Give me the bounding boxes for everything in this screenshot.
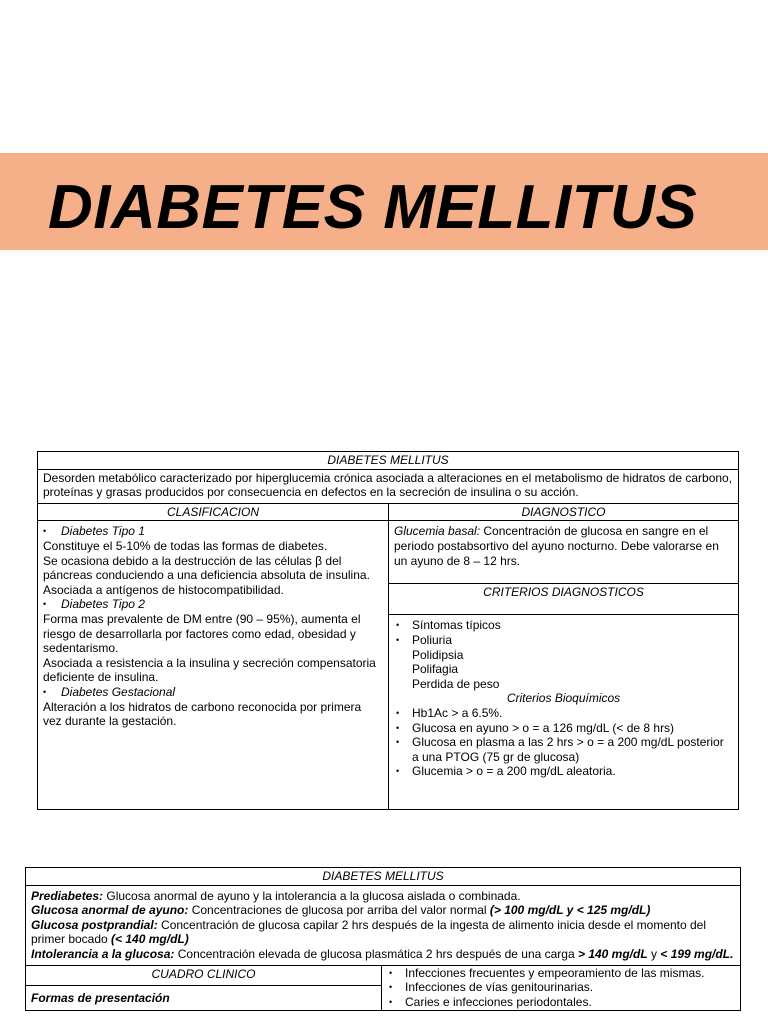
ayuno-label: Glucosa anormal de ayuno:: [31, 903, 189, 918]
gestacional-title-text: Diabetes Gestacional: [61, 684, 176, 699]
list-item: Perdida de peso: [412, 676, 500, 691]
glucemia-basal-label: Glucemia basal:: [394, 524, 481, 539]
postprandial-text: Concentración de glucosa capilar 2 hrs después de la ingesta de alimento inicia desde el momento del primer bocado: [31, 917, 707, 947]
tipo2-title-text: Diabetes Tipo 2: [61, 597, 145, 612]
tipo1-title: • Diabetes Tipo 1: [43, 524, 145, 539]
definition-cell: Desorden metabólico caracterizado por hiperglucemia crónica asociada a alteraciones en el metabolismo de hidratos de carbono, proteínas y grasas producidos por consecuencia en defectos en la secreción de insulina o su acción.: [38, 469, 739, 503]
criterios-cell: [389, 615, 739, 810]
ayuno-line: [31, 903, 735, 918]
prediabetes-label: Prediabetes:: [31, 888, 104, 903]
glucemia-basal-cell: [389, 521, 739, 584]
tipo1-line: Asociada a antígenos de histocompatibilidad.: [43, 582, 284, 597]
tipo1-line: Constituye el 5-10% de todas las formas de diabetes.: [43, 538, 328, 553]
intolerancia-join: y: [647, 946, 661, 961]
table-header: DIABETES MELLITUS: [26, 868, 741, 886]
tipo2-line: Asociada a resistencia a la insulina y secreción compensatoria deficiente de insulina.: [43, 655, 376, 685]
postprandial-line: [31, 918, 735, 947]
prediabetes-table: [25, 867, 741, 1011]
tipo1-title-text: Diabetes Tipo 1: [61, 524, 145, 539]
intolerancia-label: Intolerancia a la glucosa:: [31, 946, 175, 961]
postprandial-value: (< 140 mg/dL): [111, 932, 189, 947]
list-item: • Infecciones de vías genitourinarias.: [405, 980, 735, 995]
list-item: • Caries e infecciones periodontales.: [405, 995, 735, 1010]
formas-label: Formas de presentación: [31, 991, 170, 1006]
prediabetes-text: Glucosa anormal de ayuno y la intolerancia a la glucosa aislada o combinada.: [103, 888, 521, 903]
clasificacion-header: CLASIFICACION: [38, 503, 389, 521]
sintomas-title: • Síntomas típicos: [412, 618, 733, 633]
ayuno-value: (> 100 mg/dL y < 125 mg/dL): [489, 903, 651, 918]
intolerancia-line: [31, 947, 735, 962]
ayuno-text: Concentraciones de glucosa por arriba del valor normal: [188, 903, 490, 918]
list-item: • Infecciones frecuentes y empeoramiento de las mismas.: [405, 966, 735, 981]
criterios-header: CRITERIOS DIAGNOSTICOS: [389, 584, 739, 615]
clasificacion-cell: [38, 521, 389, 810]
sintomas-clinicos-cell: [382, 965, 741, 1011]
list-item: • Hb1Ac > a 6.5%.: [412, 706, 733, 721]
glucemia-basal-text: Concentración de glucosa en sangre en el periodo postabsortivo del ayuno nocturno. Debe valorarse en un ayuno de 8 – 12 hrs.: [394, 524, 719, 568]
table-header: DIABETES MELLITUS: [38, 452, 739, 470]
gestacional-title: • Diabetes Gestacional: [43, 684, 176, 699]
bioquimicos-title: Criterios Bioquímicos: [506, 691, 621, 706]
intolerancia-value: > 140 mg/dL: [577, 946, 648, 961]
postprandial-label: Glucosa postprandial:: [31, 917, 158, 932]
list-item: Polifagia: [412, 662, 459, 677]
prediabetes-cell: [26, 885, 741, 965]
list-item: • Glucosa en ayuno > o = a 126 mg/dL (< de 8 hrs): [412, 721, 733, 736]
tipo2-line: Forma mas prevalente de DM entre (90 – 95%), aumenta el riesgo de desarrollarla por factores como edad, obesidad y sedentarismo.: [43, 611, 361, 656]
gestacional-line: Alteración a los hidratos de carbono reconocida por primera vez durante la gestación.: [43, 699, 362, 729]
cuadro-clinico-header: CUADRO CLINICO: [26, 965, 382, 986]
intolerancia-value: < 199 mg/dL.: [660, 946, 734, 961]
tipo2-title: • Diabetes Tipo 2: [43, 597, 145, 612]
diagnostico-header: DIAGNOSTICO: [389, 503, 739, 521]
formas-cell: [26, 986, 382, 1011]
diabetes-table: [37, 451, 739, 810]
list-item: • Glucemia > o = a 200 mg/dL aleatoria.: [412, 764, 733, 779]
tipo1-line: Se ocasiona debido a la destrucción de las células β del páncreas conduciendo a una deficiencia absoluta de insulina.: [43, 553, 370, 583]
prediabetes-line: [31, 889, 735, 904]
intolerancia-text: Concentración elevada de glucosa plasmática 2 hrs después de una carga: [174, 946, 578, 961]
list-item: Polidipsia: [412, 647, 464, 662]
list-item: • Glucosa en plasma a las 2 hrs > o = a 200 mg/dL posterior a una PTOG (75 gr de glucosa): [412, 735, 733, 764]
list-item: • Poliuria: [412, 633, 733, 648]
page-title: DIABETES MELLITUS: [48, 173, 698, 242]
